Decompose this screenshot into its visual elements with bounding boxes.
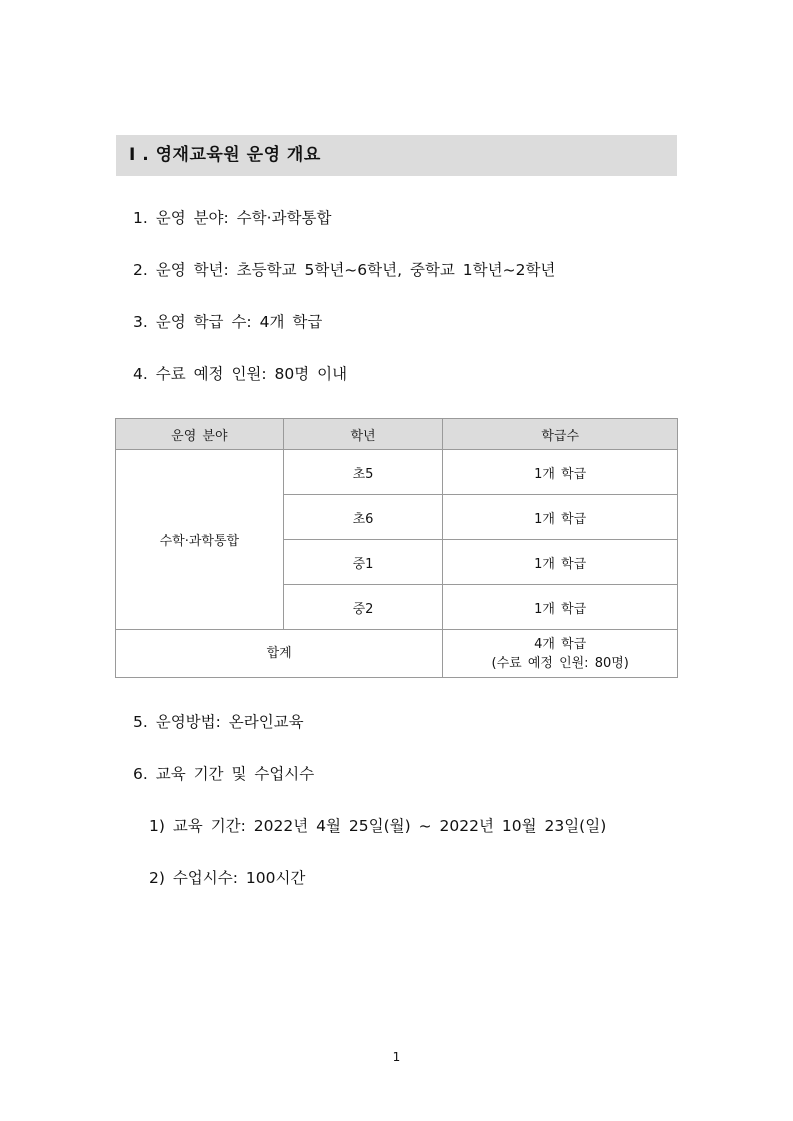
header-class-count: 학급수: [443, 419, 678, 450]
table-total-row: [116, 630, 678, 678]
total-label-cell: 합계: [116, 630, 443, 678]
header-field: 운영 분야: [116, 419, 284, 450]
header-grade: 학년: [283, 419, 443, 450]
class-count-cell: 1개 학급: [443, 585, 678, 630]
class-count-cell: 1개 학급: [443, 450, 678, 495]
subitem-education-period: 1) 교육 기간: 2022년 4월 25일(월) ~ 2022년 10월 23일(일): [149, 817, 607, 835]
page-number: 1: [392, 1050, 401, 1064]
item-operating-grades: 2. 운영 학년: 초등학교 5학년~6학년, 중학교 1학년~2학년: [133, 261, 556, 279]
class-count-cell: 1개 학급: [443, 540, 678, 585]
grade-cell: 중2: [283, 585, 443, 630]
item-operating-method: 5. 운영방법: 온라인교육: [133, 713, 304, 731]
table-row: [116, 450, 678, 495]
section-heading: I . 영재교육원 운영 개요: [116, 135, 677, 176]
total-class-count: 4개 학급: [534, 636, 587, 652]
field-cell: 수학·과학통합: [116, 450, 284, 630]
grade-cell: 초6: [283, 495, 443, 540]
grade-cell: 초5: [283, 450, 443, 495]
item-planned-completion: 4. 수료 예정 인원: 80명 이내: [133, 365, 348, 383]
total-value-cell: [443, 630, 678, 678]
item-operating-field: 1. 운영 분야: 수학·과학통합: [133, 209, 332, 227]
subitem-class-hours: 2) 수업시수: 100시간: [149, 869, 306, 887]
item-class-count: 3. 운영 학급 수: 4개 학급: [133, 313, 323, 331]
class-summary-table: [115, 418, 678, 678]
class-count-cell: 1개 학급: [443, 495, 678, 540]
item-education-period-hours: 6. 교육 기간 및 수업시수: [133, 765, 315, 783]
table-header-row: [116, 419, 678, 450]
grade-cell: 중1: [283, 540, 443, 585]
total-note: (수료 예정 인원: 80명): [491, 655, 629, 671]
